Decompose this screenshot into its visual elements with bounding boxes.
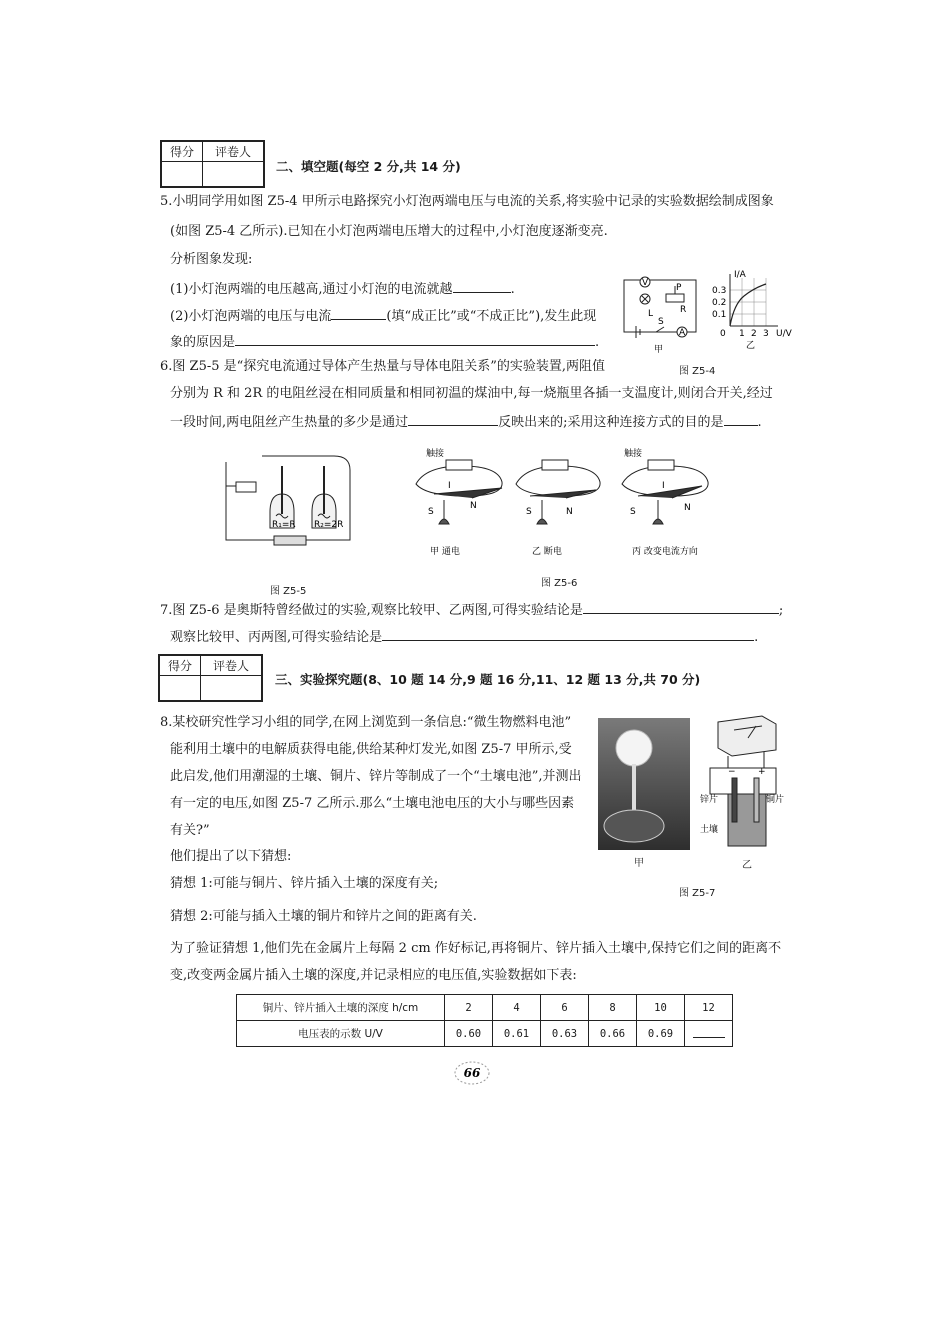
graph-grid — [730, 278, 766, 326]
copper-plate — [754, 778, 759, 822]
section3-title: 三、实验探究题(8、10 题 14 分,9 题 16 分,11、12 题 13 分,共 70 分) — [275, 672, 701, 687]
section2-title: 二、填空题(每空 2 分,共 14 分) — [276, 159, 461, 174]
q5-blank-2[interactable] — [331, 305, 386, 320]
fig-z5-7-yi-label: 乙 — [742, 860, 752, 871]
q5-line2: (如图 Z5-4 乙所示).已知在小灯泡两端电压增大的过程中,小灯泡度逐渐变亮. — [170, 224, 608, 239]
s-label: S — [658, 317, 664, 327]
r2-label: R₂=2R — [314, 520, 344, 530]
ytick-0.3: 0.3 — [712, 286, 727, 296]
battery — [274, 536, 306, 545]
q6-line3: 一段时间,两电阻丝产生热量的多少是通过 反映出来的;采用这种连接方式的目的是 . — [170, 411, 762, 433]
q8-line10: 变,改变两金属片插入土壤的深度,并记录相应的电压值,实验数据如下表: — [170, 968, 577, 983]
figure-z5-7-jia-photo — [598, 718, 690, 850]
figure-z5-4 — [618, 268, 798, 360]
depth-cell: 10 — [637, 995, 685, 1021]
ytick-0.1: 0.1 — [712, 310, 727, 320]
depth-header: 铜片、锌片插入土壤的深度 h/cm — [237, 995, 445, 1021]
battery-jia — [446, 460, 472, 470]
depth-cell: 6 — [541, 995, 589, 1021]
page-number: 66 — [463, 1066, 481, 1080]
n-label-bing: N — [684, 503, 691, 513]
s-label-yi: S — [526, 507, 532, 517]
copper-label: 铜片 — [766, 795, 785, 805]
score-cell[interactable] — [162, 162, 203, 187]
q5-line4: (1)小灯泡两端的电压越高,通过小灯泡的电流就越 . — [170, 278, 515, 300]
sub-yi: 乙 断电 — [532, 547, 562, 557]
touch-label-jia: 触接 — [426, 449, 445, 459]
wire-left — [226, 462, 274, 540]
table-row — [237, 1021, 733, 1047]
q5-line6: 象的原因是 . — [170, 331, 599, 353]
q5-line5 — [170, 305, 596, 327]
page-number-badge — [452, 1060, 492, 1086]
figure-z5-7-yi-diagram — [698, 714, 794, 854]
fig-z5-4-caption: 图 Z5-4 — [679, 366, 716, 377]
plus-label: + — [758, 767, 766, 777]
fig-z5-7-jia-label: 甲 — [634, 858, 644, 869]
q6-blank-2[interactable] — [724, 411, 758, 426]
xtick-2: 2 — [751, 329, 757, 339]
n-label-jia: N — [470, 501, 477, 511]
voltage-cell: 0.60 — [445, 1021, 493, 1047]
voltage-cell: 0.63 — [541, 1021, 589, 1047]
q6-line3b-text: 反映出来的;采用这种连接方式的目的是 — [498, 415, 724, 430]
q7-blank-2[interactable] — [382, 626, 754, 641]
depth-cell: 4 — [493, 995, 541, 1021]
graph-xlabel: U/V — [776, 329, 792, 339]
xtick-1: 1 — [739, 329, 745, 339]
q7-period: . — [754, 630, 759, 645]
grader-label: 评卷人 — [203, 142, 264, 162]
fig-z5-5-caption: 图 Z5-5 — [270, 586, 307, 597]
touch-label-bing: 触接 — [624, 449, 643, 459]
v-label: V — [642, 278, 649, 288]
s-label-bing: S — [630, 507, 636, 517]
xtick-3: 3 — [763, 329, 769, 339]
depth-cell: 12 — [685, 995, 733, 1021]
q6-blank-1[interactable] — [408, 411, 498, 426]
data-table — [236, 994, 733, 1047]
switch-box — [236, 482, 256, 492]
switch-symbol — [656, 327, 664, 332]
q5-line6-text: 象的原因是 — [170, 335, 236, 350]
q8-line2: 能利用土壤中的电解质获得电能,供给某种灯发光,如图 Z5-7 甲所示,受 — [170, 742, 572, 757]
q8-line1: 8.某校研究性学习小组的同学,在网上浏览到一条信息:“微生物燃料电池” — [160, 715, 572, 730]
voltmeter-icon — [718, 716, 776, 756]
current-label-bing: I — [662, 481, 665, 491]
fig-z5-7-caption: 图 Z5-7 — [679, 888, 716, 899]
q8-line5: 有关?” — [170, 823, 210, 838]
q5-line5b-text: (填“成正比”或“不成正比”),发生此现 — [386, 309, 597, 324]
voltage-cell: 0.61 — [493, 1021, 541, 1047]
q8-line7: 猜想 1:可能与铜片、锌片插入土壤的深度有关; — [170, 876, 439, 891]
voltage-blank-cell[interactable] — [685, 1021, 733, 1047]
sub-jia: 甲 通电 — [430, 547, 460, 557]
q7-blank-1[interactable] — [583, 599, 779, 614]
q5-line4-text: (1)小灯泡两端的电压越高,通过小灯泡的电流就越 — [170, 282, 453, 297]
bulb-icon — [616, 730, 652, 766]
voltage-header: 电压表的示数 U/V — [237, 1021, 445, 1047]
q5-line3: 分析图象发现: — [170, 252, 253, 267]
grader-label: 评卷人 — [201, 656, 262, 676]
r1-label: R₁=R — [272, 520, 296, 530]
graph-curve — [730, 284, 766, 326]
zinc-label: 锌片 — [700, 795, 719, 805]
p-label: P — [676, 283, 682, 293]
bulb-stem — [632, 764, 636, 812]
l-label: L — [648, 309, 654, 319]
table-row — [237, 995, 733, 1021]
voltage-cell: 0.69 — [637, 1021, 685, 1047]
q8-line6: 他们提出了以下猜想: — [170, 849, 292, 864]
soil-label: 土壤 — [700, 825, 719, 835]
graph-ylabel: I/A — [734, 270, 746, 280]
score-label: 得分 — [162, 142, 203, 162]
q7-line2-text: 观察比较甲、丙两图,可得实验结论是 — [170, 630, 383, 645]
battery-yi — [542, 460, 568, 470]
q5-line5a-text: (2)小灯泡两端的电压与电流 — [170, 309, 332, 324]
score-box-section3 — [158, 654, 263, 702]
fig-z5-6-caption: 图 Z5-6 — [541, 578, 578, 589]
depth-cell: 8 — [589, 995, 637, 1021]
sub-bing: 丙 改变电流方向 — [632, 547, 698, 557]
minus-label: − — [728, 767, 736, 777]
current-label-jia: I — [448, 481, 451, 491]
s-label-jia: S — [428, 507, 434, 517]
fig-z5-4-yi: 乙 — [746, 341, 756, 351]
q5-blank-3[interactable] — [235, 331, 595, 346]
voltage-answer-blank[interactable] — [693, 1027, 725, 1038]
ytick-0.2: 0.2 — [712, 298, 727, 308]
wire-frame — [710, 768, 776, 794]
q7-semicolon: ; — [778, 603, 784, 618]
zinc-plate — [732, 778, 737, 822]
fig-z5-4-jia: 甲 — [654, 345, 664, 355]
xtick-0: 0 — [720, 329, 726, 339]
q8-line4: 有一定的电压,如图 Z5-7 乙所示.那么“土壤电池电压的大小与哪些因素 — [170, 796, 575, 811]
score-label: 得分 — [160, 656, 201, 676]
q5-line1: 5.小明同学用如图 Z5-4 甲所示电路探究小灯泡两端电压与电流的关系,将实验中记录的实验数据绘制成图象 — [160, 194, 774, 209]
grader-cell[interactable] — [201, 676, 262, 701]
q8-line3: 此启发,他们用潮湿的土壤、铜片、锌片等制成了一个“土壤电池”,并测出 — [170, 769, 582, 784]
n-label-yi: N — [566, 507, 573, 517]
q5-blank-1[interactable] — [453, 278, 511, 293]
rheostat-symbol — [666, 294, 684, 302]
q6-line2: 分别为 R 和 2R 的电阻丝浸在相同质量和相同初温的煤油中,每一烧瓶里各插一支温度计,则闭合开关,经过 — [170, 386, 773, 401]
grader-cell[interactable] — [203, 162, 264, 187]
score-box-section2 — [160, 140, 265, 188]
soil-beaker — [604, 810, 664, 842]
depth-cell: 2 — [445, 995, 493, 1021]
q6-line3a-text: 一段时间,两电阻丝产生热量的多少是通过 — [170, 415, 409, 430]
figure-z5-5 — [222, 452, 358, 558]
q7-line1-text: 7.图 Z5-6 是奥斯特曾经做过的实验,观察比较甲、乙两图,可得实验结论是 — [160, 603, 583, 618]
q7-line2 — [170, 626, 758, 648]
battery-bing — [648, 460, 674, 470]
q8-line8: 猜想 2:可能与插入土壤的铜片和锌片之间的距离有关. — [170, 909, 477, 924]
a-label: A — [679, 328, 686, 338]
figure-z5-6 — [406, 444, 716, 560]
q7-line1 — [160, 599, 783, 621]
voltage-cell: 0.66 — [589, 1021, 637, 1047]
score-cell[interactable] — [160, 676, 201, 701]
q8-line9: 为了验证猜想 1,他们先在金属片上每隔 2 cm 作好标记,再将铜片、锌片插入土壤中,保持它们之间的距离不 — [170, 941, 782, 956]
q6-line1: 6.图 Z5-5 是“探究电流通过导体产生热量与导体电阻关系”的实验装置,两阻值 — [160, 359, 606, 374]
r-label: R — [680, 305, 687, 315]
graph-yi — [712, 270, 793, 351]
